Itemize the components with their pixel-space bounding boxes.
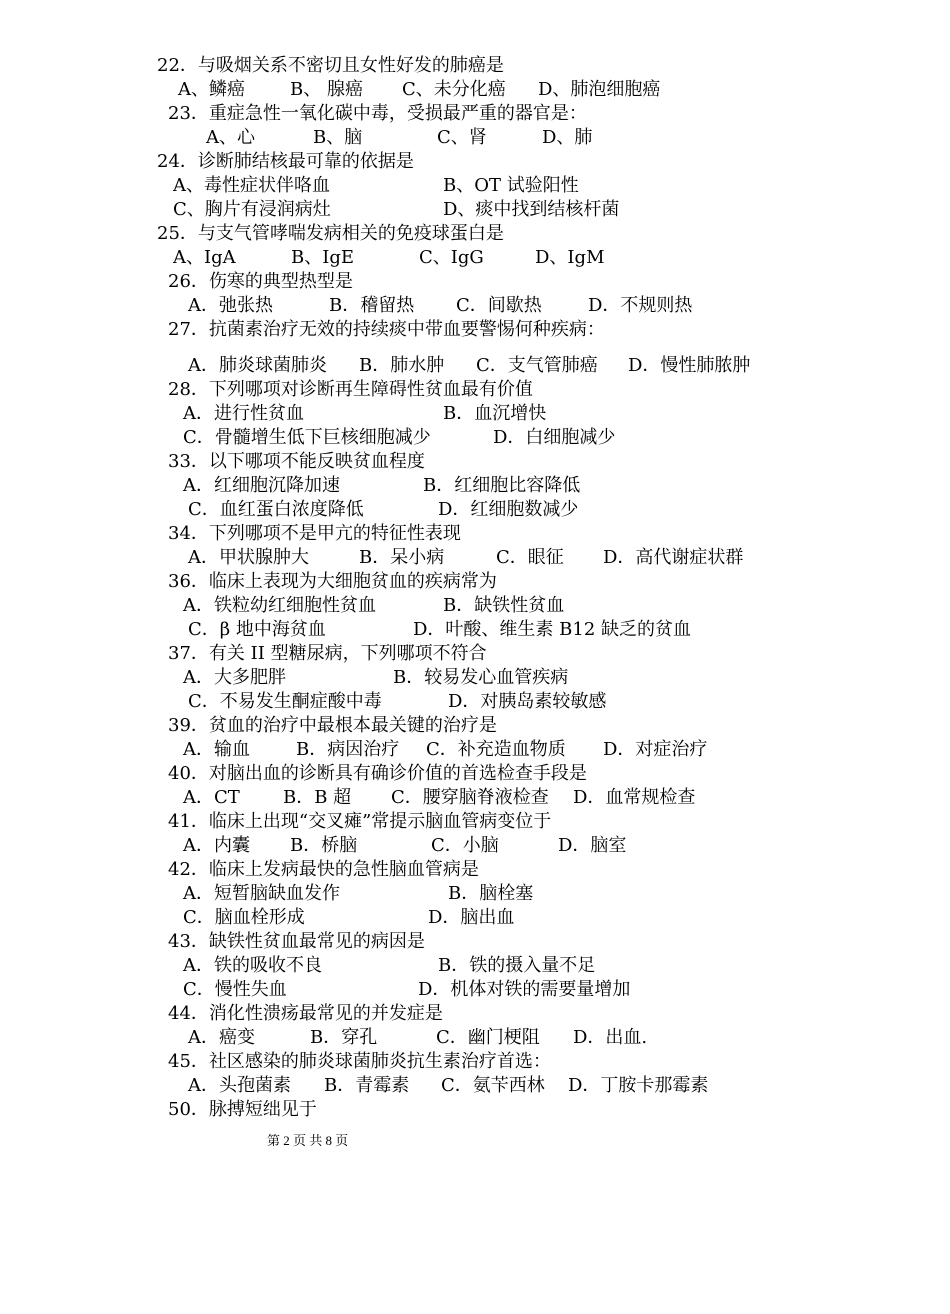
answer-option: A、鳞癌 bbox=[178, 79, 245, 100]
answer-option: D、肺 bbox=[542, 127, 593, 148]
answer-option: D．脑室 bbox=[558, 835, 627, 856]
answer-option: A、IgA bbox=[173, 247, 236, 268]
answer-option: B．铁的摄入量不足 bbox=[438, 955, 596, 976]
question-stem: 41．临床上出现“交叉瘫”常提示脑血管病变位于 bbox=[168, 811, 552, 832]
answer-option: C．慢性失血 bbox=[183, 979, 287, 1000]
answer-option: B．肺水肿 bbox=[359, 355, 445, 376]
answer-option: D．脑出血 bbox=[428, 907, 515, 928]
answer-option: B．稽留热 bbox=[329, 295, 415, 316]
answer-option: A．红细胞沉降加速 bbox=[183, 475, 340, 496]
answer-option: D．血常规检查 bbox=[573, 787, 696, 808]
answer-option: A．输血 bbox=[183, 739, 250, 760]
answer-option: C、胸片有浸润病灶 bbox=[173, 199, 331, 220]
answer-option: C．支气管肺癌 bbox=[476, 355, 598, 376]
answer-option: B．青霉素 bbox=[324, 1075, 410, 1096]
answer-option: D．丁胺卡那霉素 bbox=[568, 1075, 709, 1096]
answer-option: A、毒性症状伴咯血 bbox=[173, 175, 330, 196]
answer-option: D．对症治疗 bbox=[603, 739, 708, 760]
question-stem: 43．缺铁性贫血最常见的病因是 bbox=[168, 931, 425, 952]
answer-option: C、肾 bbox=[437, 127, 487, 148]
answer-option: C．β 地中海贫血 bbox=[188, 619, 326, 640]
answer-option: B．较易发心血管疾病 bbox=[393, 667, 569, 688]
answer-option: C．幽门梗阻 bbox=[436, 1027, 540, 1048]
question-stem: 22．与吸烟关系不密切且女性好发的肺癌是 bbox=[157, 55, 504, 76]
question-stem: 33．以下哪项不能反映贫血程度 bbox=[168, 451, 425, 472]
answer-option: C．眼征 bbox=[496, 547, 564, 568]
answer-option: C．间歇热 bbox=[456, 295, 542, 316]
answer-option: D、痰中找到结核杆菌 bbox=[443, 199, 620, 220]
answer-option: B．脑栓塞 bbox=[448, 883, 534, 904]
answer-option: A．铁的吸收不良 bbox=[183, 955, 322, 976]
answer-option: A．短暂脑缺血发作 bbox=[183, 883, 340, 904]
answer-option: A．CT bbox=[183, 787, 240, 808]
question-stem: 26．伤寒的典型热型是 bbox=[168, 271, 353, 292]
question-stem: 42．临床上发病最快的急性脑血管病是 bbox=[168, 859, 479, 880]
answer-option: A．肺炎球菌肺炎 bbox=[188, 355, 327, 376]
answer-option: A．铁粒幼红细胞性贫血 bbox=[183, 595, 376, 616]
answer-option: B．桥脑 bbox=[290, 835, 358, 856]
answer-option: D．机体对铁的需要量增加 bbox=[418, 979, 631, 1000]
question-stem: 45．社区感染的肺炎球菌肺炎抗生素治疗首选： bbox=[168, 1051, 551, 1072]
answer-option: A．头孢菌素 bbox=[188, 1075, 291, 1096]
question-stem: 39．贫血的治疗中最根本最关键的治疗是 bbox=[168, 715, 497, 736]
answer-option: A．癌变 bbox=[188, 1027, 255, 1048]
answer-option: D、肺泡细胞癌 bbox=[538, 79, 661, 100]
answer-option: D．对胰岛素较敏感 bbox=[448, 691, 607, 712]
question-stem: 36．临床上表现为大细胞贫血的疾病常为 bbox=[168, 571, 497, 592]
answer-option: D．叶酸、维生素 B12 缺乏的贫血 bbox=[413, 619, 692, 640]
answer-option: B．病因治疗 bbox=[296, 739, 400, 760]
answer-option: D．出血. bbox=[573, 1027, 648, 1048]
question-stem: 50．脉搏短绌见于 bbox=[168, 1099, 317, 1120]
question-stem: 44．消化性溃疡最常见的并发症是 bbox=[168, 1003, 443, 1024]
answer-option: B．呆小病 bbox=[359, 547, 445, 568]
answer-option: C．骨髓增生低下巨核细胞减少 bbox=[183, 427, 431, 448]
answer-option: B、脑 bbox=[313, 127, 363, 148]
answer-option: B、OT 试验阳性 bbox=[443, 175, 579, 196]
answer-option: B．穿孔 bbox=[310, 1027, 378, 1048]
answer-option: A、心 bbox=[206, 127, 255, 148]
answer-option: D．慢性肺脓肿 bbox=[628, 355, 751, 376]
answer-option: A．大多肥胖 bbox=[183, 667, 286, 688]
answer-option: B．缺铁性贫血 bbox=[443, 595, 565, 616]
answer-option: D、IgM bbox=[535, 247, 605, 268]
answer-option: A．甲状腺肿大 bbox=[188, 547, 309, 568]
answer-option: A．弛张热 bbox=[188, 295, 273, 316]
answer-option: D．白细胞减少 bbox=[493, 427, 616, 448]
answer-option: B．B 超 bbox=[283, 787, 352, 808]
question-stem: 25．与支气管哮喘发病相关的免疫球蛋白是 bbox=[157, 223, 504, 244]
answer-option: C．氨苄西林 bbox=[441, 1075, 545, 1096]
answer-option: A．内囊 bbox=[183, 835, 250, 856]
answer-option: D．红细胞数减少 bbox=[438, 499, 579, 520]
question-stem: 40．对脑出血的诊断具有确诊价值的首选检查手段是 bbox=[168, 763, 587, 784]
answer-option: D．不规则热 bbox=[588, 295, 693, 316]
answer-option: B．血沉增快 bbox=[443, 403, 547, 424]
answer-option: C．血红蛋白浓度降低 bbox=[188, 499, 364, 520]
question-stem: 37．有关 II 型糖尿病，下列哪项不符合 bbox=[168, 643, 487, 664]
question-stem: 23．重症急性一氧化碳中毒，受损最严重的器官是： bbox=[168, 103, 587, 124]
question-stem: 27．抗菌素治疗无效的持续痰中带血要警惕何种疾病： bbox=[168, 319, 605, 340]
answer-option: C．脑血栓形成 bbox=[183, 907, 305, 928]
answer-option: B、 腺癌 bbox=[290, 79, 363, 100]
answer-option: C．小脑 bbox=[431, 835, 499, 856]
page-footer: 第 2 页 共 8 页 bbox=[267, 1133, 349, 1148]
question-stem: 34．下列哪项不是甲亢的特征性表现 bbox=[168, 523, 461, 544]
answer-option: C．腰穿脑脊液检查 bbox=[391, 787, 549, 808]
question-stem: 24．诊断肺结核最可靠的依据是 bbox=[157, 151, 414, 172]
answer-option: C、未分化癌 bbox=[402, 79, 506, 100]
answer-option: A．进行性贫血 bbox=[183, 403, 304, 424]
answer-option: C．不易发生酮症酸中毒 bbox=[188, 691, 382, 712]
question-stem: 28．下列哪项对诊断再生障碍性贫血最有价值 bbox=[168, 379, 533, 400]
answer-option: B．红细胞比容降低 bbox=[423, 475, 581, 496]
answer-option: C．补充造血物质 bbox=[426, 739, 566, 760]
answer-option: B、IgE bbox=[291, 247, 354, 268]
answer-option: C、IgG bbox=[419, 247, 484, 268]
answer-option: D．高代谢症状群 bbox=[603, 547, 744, 568]
